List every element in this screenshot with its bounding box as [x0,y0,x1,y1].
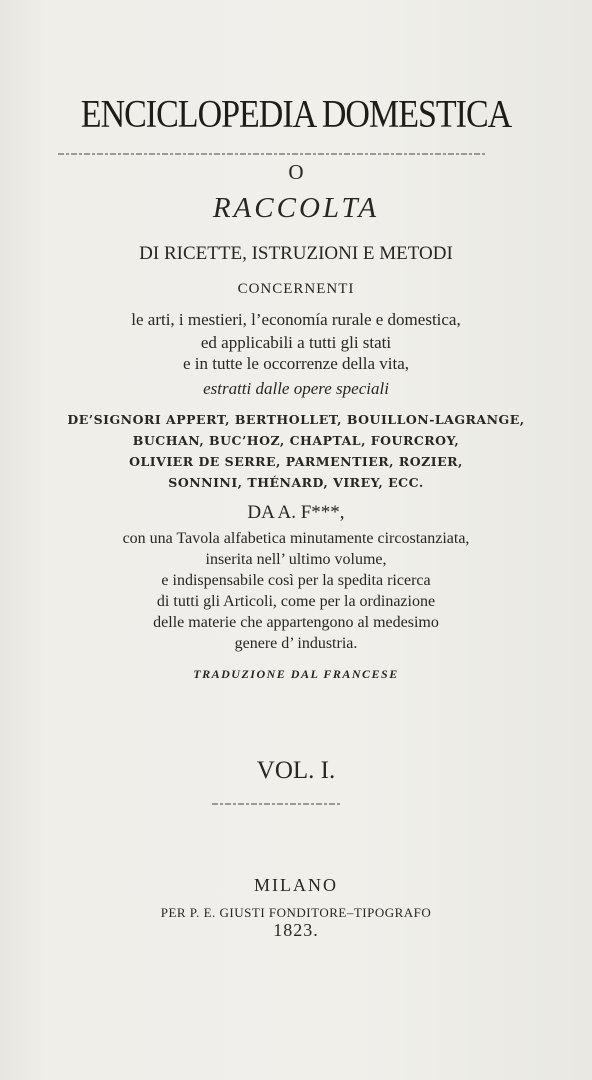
author-credit: DA A. F***, [247,502,345,523]
tavola-line: di tutti gli Articoli, come per la ordinazione [156,593,436,610]
tavola-line: con una Tavola alfabetica minutamente circostanziata, [122,530,470,547]
concernenti-line: CONCERNENTI [237,281,355,297]
tavola-line: e indispensabile così per la spedita ricerca [161,572,431,589]
estratti-line: estratti dalle opere speciali [203,379,389,398]
authors-line: BUCHAN, BUC’HOZ, CHAPTAL, FOURCROY, [132,433,460,448]
book-title: ENCICLOPEDIA DOMESTICA [80,93,512,136]
tavola-line: delle materie che appartengono al medesimo [153,614,439,631]
authors-line: OLIVIER DE SERRE, PARMENTIER, ROZIER, [129,454,463,469]
conjunction: O [288,160,304,184]
imprint-city: MILANO [254,875,338,895]
ornamental-rule [58,153,486,155]
body-line: ed applicabili a tutti gli stati [200,333,392,352]
authors-line: DE’SIGNORI APPERT, BERTHOLLET, BOUILLON-LAGRANGE, [67,412,525,427]
imprint-year: 1823. [273,920,319,940]
imprint-printer: PER P. E. GIUSTI FONDITORE–TIPOGRAFO [160,905,432,920]
body-line: e in tutte le occorrenze della vita, [182,354,410,373]
subtitle: RACCOLTA [212,192,380,224]
translation-note: TRADUZIONE DAL FRANCESE [193,667,399,681]
body-line: le arti, i mestieri, l’economía rurale e domestica, [131,310,461,329]
authors-line: SONNINI, THÉNARD, VIREY, ECC. [168,475,424,490]
tavola-line: genere d’ industria. [234,635,358,652]
subtitle-line: DI RICETTE, ISTRUZIONI E METODI [139,243,453,264]
ornamental-rule [212,803,342,805]
tavola-line: inserita nell’ ultimo volume, [205,551,387,568]
volume-number: VOL. I. [256,757,336,784]
